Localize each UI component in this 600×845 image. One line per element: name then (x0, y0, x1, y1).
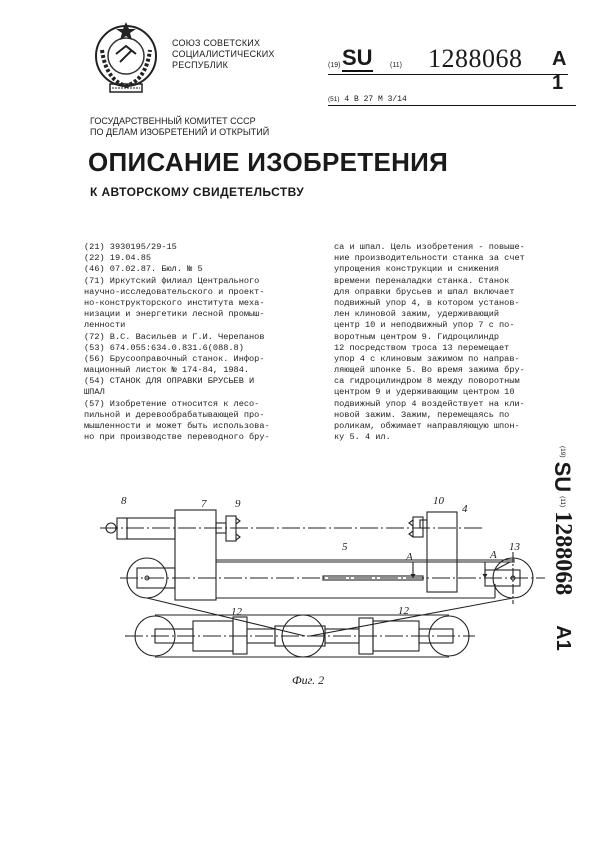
text-line: (57) Изобретение относится к лесо- (84, 398, 260, 409)
technical-drawing (95, 490, 555, 670)
patent-number: 1288068 (428, 44, 523, 73)
text-line: (71) Иркутский филиал Центрального (84, 275, 260, 286)
label-7: 7 (201, 498, 207, 510)
text-line: ленности (84, 320, 126, 331)
text-line: подвижный упор 4, в котором установ- (334, 297, 520, 308)
text-line: для оправки брусьев и шпал включает (334, 286, 515, 297)
text-line: центр 10 и неподвижный упор 7 с по- (334, 320, 515, 331)
text-line: ляющей шпонке 5. Во время зажима бру- (334, 365, 525, 376)
text-line: са гидроцилиндром 8 между поворотным (334, 376, 520, 387)
text-line: (46) 07.02.87. Бюл. № 5 (84, 264, 203, 275)
text-line: мационный листок № 174-84, 1984. (84, 365, 250, 376)
text-line: времени переналадки станка. Станок (334, 275, 510, 286)
text-line: ние производительности станка за счет (334, 253, 525, 264)
publication-number (328, 44, 568, 94)
ipc-code: 4 B 27 M 3/14 (344, 95, 407, 104)
country-line: СОЮЗ СОВЕТСКИХ (172, 38, 261, 48)
text-line: новой зажим. Зажим, перемещаясь по (334, 409, 510, 420)
text-line: но при производстве переводного бру- (84, 432, 270, 443)
stop-4 (427, 512, 457, 592)
text-line: лен клиновой зажим, удерживающий (334, 309, 500, 320)
figure-caption: Фиг. 2 (292, 673, 325, 687)
text-line: ШПАЛ (84, 387, 105, 398)
country-code: SU (342, 45, 373, 70)
text-line: (72) В.С. Васильев и Г.И. Черепанов (84, 331, 265, 342)
side-country-code-label: (19) (559, 446, 566, 458)
text-line: 12 посредством троса 13 перемещает (334, 342, 510, 353)
text-line: научно-исследовательского и проект- (84, 286, 265, 297)
committee (90, 116, 269, 138)
label-12a: 12 (231, 606, 242, 618)
text-line: (56) Брусооправочный станок. Инфор- (84, 353, 265, 364)
committee-line: ГОСУДАРСТВЕННЫЙ КОМИТЕТ СССР (90, 116, 256, 126)
label-9: 9 (235, 498, 241, 510)
text-line: пильной и деревообрабатывающей про- (84, 409, 265, 420)
bibliographic-column (84, 242, 324, 443)
side-patent-number: 1288068 (550, 511, 576, 596)
stop-7 (175, 510, 216, 600)
ipc-classification (328, 95, 576, 106)
abstract-column (334, 242, 574, 443)
text-line: ку 5. 4 ил. (334, 432, 391, 443)
text-line: но-конструкторского института меха- (84, 297, 265, 308)
document-subtitle: К АВТОРСКОМУ СВИДЕТЕЛЬСТВУ (90, 185, 305, 199)
kind-code: A 1 (552, 48, 566, 94)
label-A1: A (406, 551, 413, 563)
ipc-label: (51) (328, 96, 340, 103)
text-line: воротным центром 9. Гидроцилиндр (334, 331, 500, 342)
label-5: 5 (342, 541, 348, 553)
text-line: низации и энергетики лесной промыш- (84, 309, 265, 320)
text-line: упор 4 с клиновым зажимом по направ- (334, 353, 520, 364)
number-label: (11) (390, 62, 402, 69)
side-stamp (550, 446, 594, 686)
text-line: (21) 3930195/29-15 (84, 242, 177, 252)
text-line: мышленности и может быть использова- (84, 421, 270, 431)
country-name (172, 38, 275, 71)
label-13: 13 (509, 541, 520, 553)
side-number-label: (11) (559, 496, 566, 508)
text-line: подвижный упор 4 воздействует на кли- (334, 398, 525, 409)
label-12b: 12 (398, 605, 409, 617)
country-line: РЕСПУБЛИК (172, 60, 229, 70)
side-kind-code: A1 (552, 625, 574, 651)
label-A2: A (490, 549, 497, 561)
document-title: ОПИСАНИЕ ИЗОБРЕТЕНИЯ (88, 147, 449, 177)
text-line: (54) СТАНОК ДЛЯ ОПРАВКИ БРУСЬЕВ И (84, 376, 255, 387)
ussr-emblem-icon (88, 20, 164, 98)
label-8: 8 (121, 495, 127, 507)
text-line: центром 9 и удерживающим центром 10 (334, 387, 515, 398)
text-line: (53) 674.055:634.0.831.6(088.8) (84, 342, 244, 353)
committee-line: ПО ДЕЛАМ ИЗОБРЕТЕНИЙ И ОТКРЫТИЙ (90, 127, 270, 137)
label-10: 10 (433, 495, 444, 507)
side-country-code: SU (550, 461, 576, 493)
text-line: са и шпал. Цель изобретения - повыше- (334, 242, 525, 252)
text-line: (22) 19.04.85 (84, 253, 152, 264)
country-code-label: (19) (328, 62, 341, 69)
text-line: роликам, обжимает направляющую шпон- (334, 421, 520, 431)
label-4: 4 (462, 503, 468, 515)
country-line: СОЦИАЛИСТИЧЕСКИХ (172, 49, 275, 59)
text-line: упрощения конструкции и снижения (334, 264, 500, 275)
